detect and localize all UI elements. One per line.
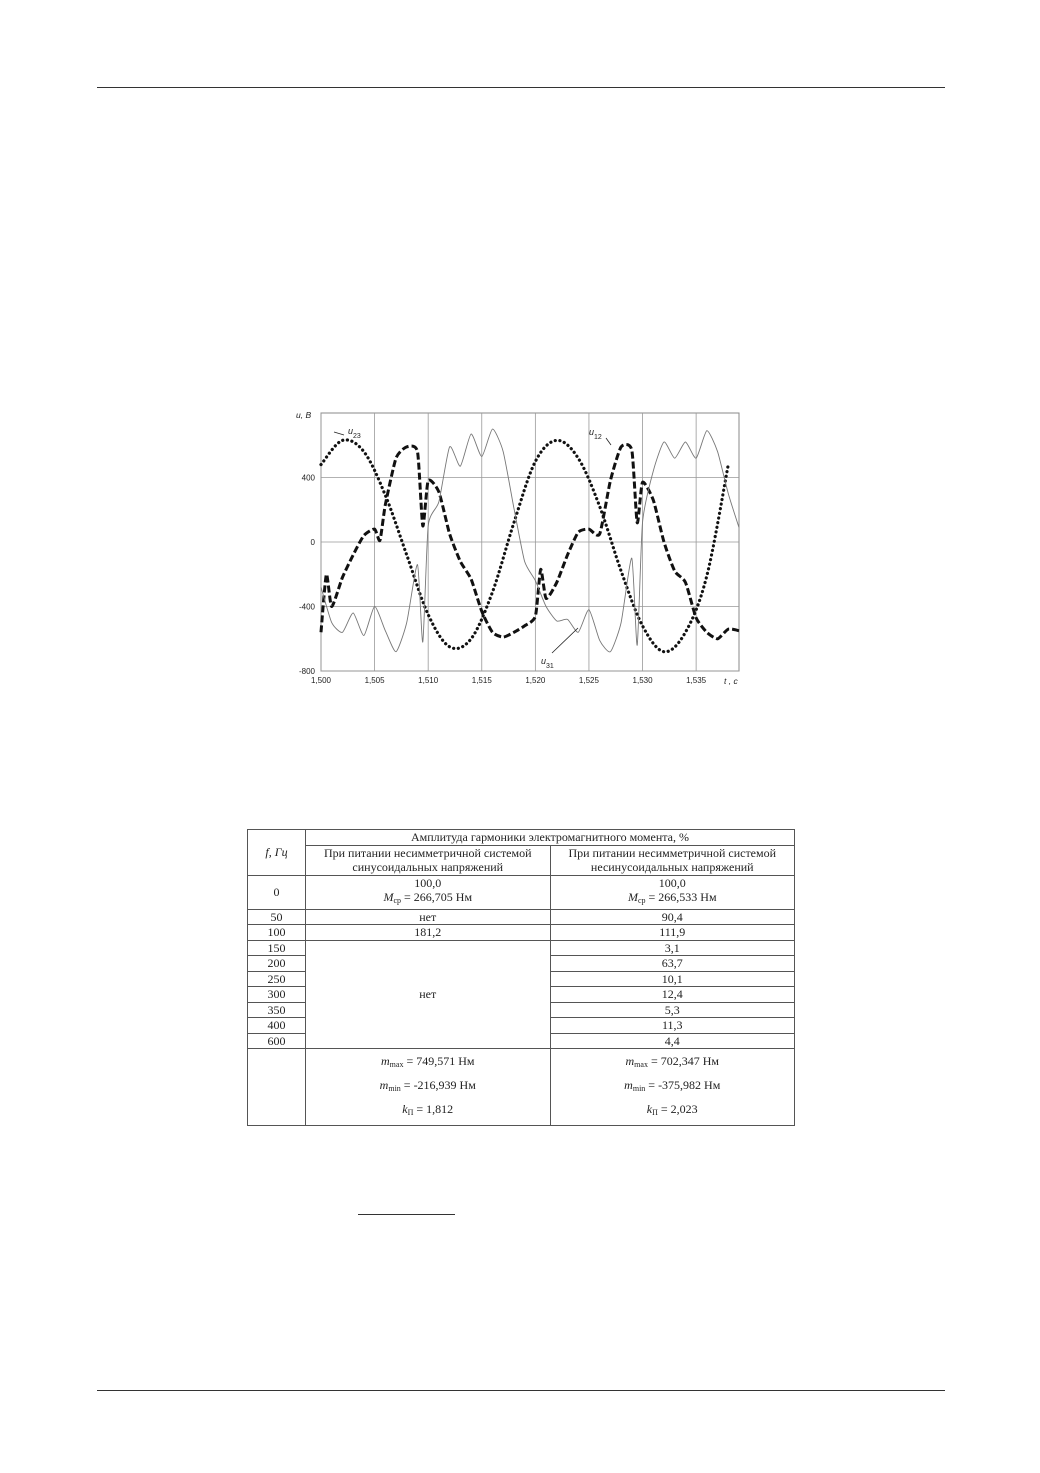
freq-header — [248, 830, 306, 876]
x-tick-label: 1,515 — [471, 676, 492, 685]
kp-value: = 2,023 — [660, 1102, 698, 1116]
footnote-rule — [358, 1214, 455, 1215]
value-cell: 181,2 — [306, 925, 551, 941]
chart-svg — [286, 405, 746, 695]
value-cell — [306, 875, 551, 909]
series-u23-line — [321, 440, 728, 652]
symbol-k: k — [646, 1102, 653, 1116]
x-axis-label: t , c — [724, 676, 738, 686]
symbol-sub: min — [632, 1084, 646, 1093]
freq-cell: 100 — [248, 925, 306, 941]
mean-torque-value: = 266,705 Нм — [404, 890, 473, 904]
value-cell: 63,7 — [550, 956, 795, 972]
chart-series — [321, 429, 739, 652]
col2-header-l2: несинусоидальных напряжений — [590, 860, 754, 874]
x-tick-label: 1,525 — [578, 676, 599, 685]
merged-none-cell: нет — [306, 940, 551, 1049]
x-tick-label: 1,535 — [686, 676, 707, 685]
table-subheader-row — [248, 845, 795, 875]
x-tick-label: 1,510 — [418, 676, 439, 685]
symbol-m: m — [625, 1054, 635, 1068]
u31-label — [541, 656, 554, 670]
mean-torque-value: = 266,533 Нм — [648, 890, 717, 904]
value-text: 100,0 — [658, 875, 686, 890]
freq-cell: 150 — [248, 940, 306, 956]
symbol-sub: П — [652, 1108, 658, 1117]
table-row — [248, 909, 795, 925]
symbol-sub: max — [634, 1060, 648, 1069]
symbol-sub: max — [389, 1060, 404, 1069]
group-header: Амплитуда гармоники электромагнитного момента, % — [306, 830, 795, 846]
freq-cell: 50 — [248, 909, 306, 925]
freq-cell: 350 — [248, 1002, 306, 1018]
u31-leader — [552, 628, 578, 653]
series-u31-line — [321, 429, 739, 652]
y-tick-label: 400 — [301, 473, 315, 483]
value-text: 100,0 — [414, 875, 442, 890]
mmin-value: = -375,982 Нм — [648, 1078, 721, 1092]
value-cell: 111,9 — [550, 925, 795, 941]
mmax-value: = 749,571 Нм — [406, 1054, 475, 1068]
symbol-m: m — [379, 1078, 389, 1092]
y-tick-label: -400 — [298, 602, 315, 612]
summary-empty-cell — [248, 1049, 306, 1126]
u12-label-subscript: 12 — [594, 434, 602, 441]
table-row — [248, 940, 795, 956]
u23-leader — [334, 432, 344, 435]
value-cell: 10,1 — [550, 971, 795, 987]
u23-label-subscript: 23 — [353, 433, 361, 440]
y-axis-label: u, В — [296, 410, 312, 420]
freq-cell: 300 — [248, 987, 306, 1003]
value-cell — [550, 875, 795, 909]
symbol-k: k — [402, 1102, 408, 1116]
u31-label-text: u — [541, 656, 547, 666]
mmax-value: = 702,347 Нм — [650, 1054, 719, 1068]
table-header-row — [248, 830, 795, 846]
symbol-M: M — [383, 890, 394, 904]
symbol-sub: ср — [393, 896, 402, 905]
y-tick-label: -800 — [298, 667, 315, 676]
symbol-m: m — [381, 1054, 390, 1068]
col2-header-l1: При питании несимметричной системой — [568, 845, 777, 860]
u12-leader — [606, 438, 611, 445]
freq-cell: 200 — [248, 956, 306, 972]
mmin-value: = -216,939 Нм — [403, 1078, 476, 1092]
freq-cell: 400 — [248, 1018, 306, 1034]
u23-label-text: u — [348, 426, 354, 436]
symbol-sub: П — [407, 1108, 414, 1117]
y-tick-label: 0 — [310, 538, 315, 547]
table-row — [248, 875, 795, 909]
kp-value: = 1,812 — [416, 1102, 454, 1116]
col1-header — [306, 845, 551, 875]
table-row — [248, 925, 795, 941]
symbol-sub: min — [388, 1084, 401, 1093]
x-tick-label: 1,530 — [632, 676, 653, 685]
value-cell: нет — [306, 909, 551, 925]
col2-header — [550, 845, 795, 875]
u12-label-text: u — [589, 427, 595, 437]
x-tick-label: 1,505 — [364, 676, 385, 685]
value-cell: 11,3 — [550, 1018, 795, 1034]
freq-cell: 0 — [248, 875, 306, 909]
value-cell: 5,3 — [550, 1002, 795, 1018]
freq-cell: 250 — [248, 971, 306, 987]
value-cell: 90,4 — [550, 909, 795, 925]
summary-cell — [550, 1049, 795, 1126]
value-cell: 3,1 — [550, 940, 795, 956]
symbol-M: M — [627, 890, 638, 904]
harmonics-table — [247, 829, 795, 1126]
voltage-chart — [286, 405, 746, 695]
header-rule — [97, 87, 945, 88]
x-tick-label: 1,520 — [525, 676, 546, 685]
summary-cell — [306, 1049, 551, 1126]
x-tick-label: 1,500 — [310, 676, 332, 685]
freq-cell: 600 — [248, 1033, 306, 1049]
u31-label-subscript: 31 — [546, 663, 554, 670]
col1-header-l1: При питании несимметричной системой — [323, 845, 532, 860]
u23-label — [348, 426, 361, 440]
footer-rule — [97, 1390, 945, 1391]
freq-header-text: f, Гц — [265, 845, 288, 859]
col1-header-l2: синусоидальных напряжений — [352, 860, 504, 874]
symbol-m: m — [624, 1078, 633, 1092]
table-summary-row — [248, 1049, 795, 1126]
chart-grid — [321, 413, 739, 671]
symbol-sub: ср — [637, 896, 646, 905]
value-cell: 4,4 — [550, 1033, 795, 1049]
value-cell: 12,4 — [550, 987, 795, 1003]
u12-label — [589, 427, 602, 441]
